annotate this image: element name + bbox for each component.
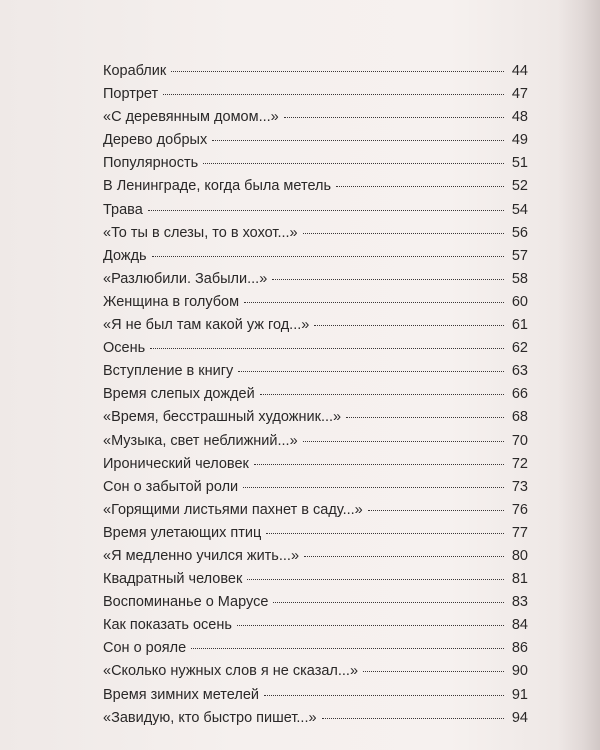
toc-entry-page-number: 56 [511,224,528,241]
toc-entry-page-number: 52 [511,178,528,195]
dot-leader [171,61,504,72]
dot-leader [264,685,504,696]
toc-entry-page-number: 76 [511,501,528,518]
toc-entry [103,637,528,660]
dot-leader [191,638,504,649]
toc-entry-page-number: 47 [511,86,528,103]
dot-leader [284,107,504,118]
toc-entry-title: Дождь [103,247,147,264]
toc-entry-title: Как показать осень [103,617,232,634]
dot-leader [254,454,504,465]
toc-entry [103,591,528,614]
toc-entry-title: Квадратный человек [103,571,243,588]
dot-leader [212,130,504,141]
dot-leader [152,246,504,257]
toc-entry [103,383,528,406]
dot-leader [314,315,504,326]
toc-entry [103,430,528,453]
toc-entry [103,476,528,499]
toc-entry-title: Иронический человек [103,455,249,472]
toc-entry-title: Популярность [103,155,199,172]
dot-leader [363,661,504,672]
toc-entry-page-number: 58 [511,270,528,287]
toc-entry [103,314,528,337]
toc-entry [103,406,528,429]
toc-entry-title: Время улетающих птиц [103,524,262,541]
toc-entry-page-number: 70 [511,432,528,449]
dot-leader [247,569,504,580]
toc-entry [103,568,528,591]
toc-entry [103,684,528,707]
toc-entry-title: Осень [103,340,146,357]
dot-leader [346,407,504,418]
dot-leader [368,500,504,511]
toc-entry-title: «Я не был там какой уж год...» [103,317,310,334]
toc-entry-page-number: 63 [511,363,528,380]
toc-entry [103,268,528,291]
toc-entry-title: Портрет [103,86,159,103]
toc-entry [103,152,528,175]
toc-entry [103,360,528,383]
toc-entry-page-number: 51 [511,155,528,172]
toc-entry [103,707,528,730]
dot-leader [150,338,504,349]
dot-leader [203,153,504,164]
toc-entry-page-number: 54 [511,201,528,218]
toc-entry-title: «С деревянным домом...» [103,109,279,126]
dot-leader [244,292,504,303]
table-of-contents [103,60,528,730]
dot-leader [163,84,504,95]
toc-entry-title: Время слепых дождей [103,386,255,403]
toc-entry-page-number: 61 [511,317,528,334]
dot-leader [266,523,504,534]
toc-entry-page-number: 91 [511,686,528,703]
toc-entry-title: Сон о забытой роли [103,478,239,495]
toc-entry-title: «Время, бесстрашный художник...» [103,409,342,426]
toc-entry-title: «Сколько нужных слов я не сказал...» [103,663,359,680]
toc-entry-page-number: 62 [511,340,528,357]
toc-entry-page-number: 49 [511,132,528,149]
toc-entry [103,545,528,568]
dot-leader [148,200,504,211]
toc-entry-page-number: 66 [511,386,528,403]
toc-entry [103,245,528,268]
page-spine-shadow [558,0,600,750]
toc-entry [103,614,528,637]
toc-entry-page-number: 60 [511,293,528,310]
toc-entry-title: Время зимних метелей [103,686,259,703]
toc-entry-title: Женщина в голубом [103,293,240,310]
toc-entry-title: В Ленинграде, когда была метель [103,178,332,195]
toc-entry-page-number: 77 [511,524,528,541]
dot-leader [238,361,504,372]
toc-entry [103,106,528,129]
toc-entry-title: Вступление в книгу [103,363,234,380]
toc-entry [103,291,528,314]
toc-entry [103,499,528,522]
toc-entry-title: Сон о рояле [103,640,187,657]
toc-entry [103,83,528,106]
dot-leader [304,546,504,557]
toc-entry-title: «Музыка, свет неближний...» [103,432,298,449]
toc-entry-page-number: 48 [511,109,528,126]
toc-entry-page-number: 94 [511,709,528,726]
toc-entry-title: «Горящими листьями пахнет в саду...» [103,501,363,518]
toc-entry [103,175,528,198]
toc-entry-page-number: 57 [511,247,528,264]
toc-entry [103,337,528,360]
toc-entry-title: «Завидую, кто быстро пишет...» [103,709,317,726]
toc-entry-page-number: 80 [511,547,528,564]
toc-entry [103,453,528,476]
toc-entry-page-number: 84 [511,617,528,634]
toc-entry-page-number: 73 [511,478,528,495]
toc-entry [103,222,528,245]
toc-entry-title: «Я медленно учился жить...» [103,547,300,564]
toc-entry-title: «То ты в слезы, то в хохот...» [103,224,298,241]
toc-entry [103,660,528,683]
toc-entry-title: Трава [103,201,143,218]
dot-leader [243,477,504,488]
toc-entry-page-number: 72 [511,455,528,472]
toc-entry-page-number: 44 [511,63,528,79]
toc-entry-title: Воспоминанье о Марусе [103,594,269,611]
toc-entry [103,129,528,152]
toc-entry [103,522,528,545]
toc-entry [103,60,528,83]
dot-leader [303,431,504,442]
dot-leader [322,708,504,719]
toc-entry-title: Дерево добрых [103,132,208,149]
dot-leader [273,592,504,603]
dot-leader [272,269,504,280]
toc-entry-page-number: 68 [511,409,528,426]
toc-entry-page-number: 90 [511,663,528,680]
dot-leader [260,384,504,395]
toc-entry-title: Кораблик [103,63,167,79]
toc-entry-page-number: 81 [511,571,528,588]
dot-leader [237,615,504,626]
toc-entry-page-number: 86 [511,640,528,657]
toc-entry [103,199,528,222]
toc-entry-title: «Разлюбили. Забыли...» [103,270,268,287]
dot-leader [336,176,504,187]
toc-entry-page-number: 83 [511,594,528,611]
dot-leader [303,223,504,234]
